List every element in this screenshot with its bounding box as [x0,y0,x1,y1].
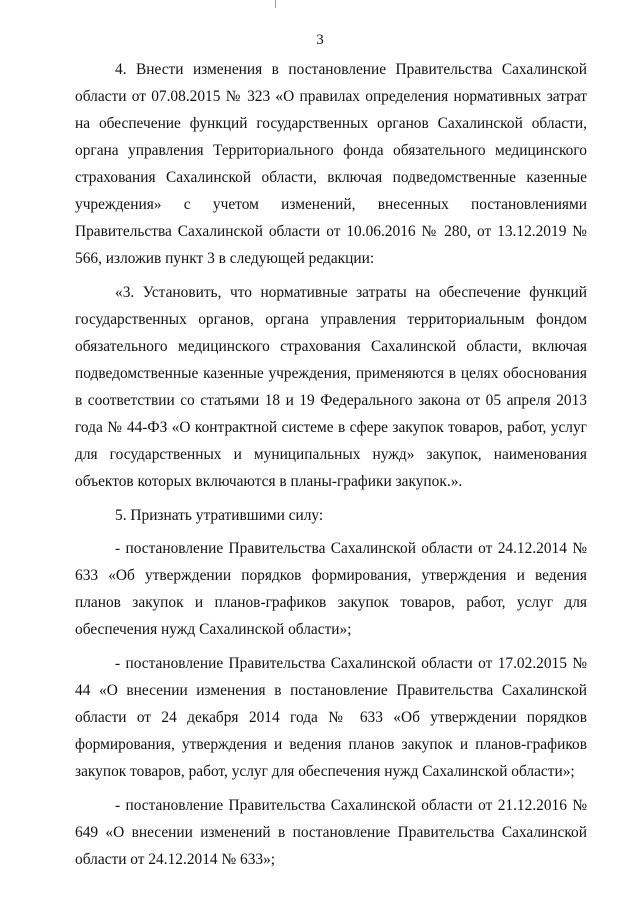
page-number: 3 [316,32,324,48]
paragraph-item-4-quote: «3. Установить, что нормативные затраты на обеспечение функций государственных органов, органа управления территориальным фондом обязательного медицинского страхования Сахалинской области, включая подведомственные казенные учреждения, применяются в целях обоснования в соответствии со статьями 18 и 19 Федерального закона от 05 апреля 2013 года № 44-ФЗ «О контрактной системе в сфере закупок товаров, работ, услуг для государственных и муниципальных нужд» закупок, наименования объектов которых включаются в планы-графики закупок.». [75,284,587,490]
paragraph-item-5: 5. Признать утратившими силу: [115,507,324,524]
document-body [75,56,587,880]
paragraph-item-4: 4. Внести изменения в постановление Правительства Сахалинской области от 07.08.2015 № 323 «О правилах определения нормативных затрат на обеспечение функций государственных органов Сахалинской области, органа управления Территориального фонда обязательного медицинского страхования Сахалинской области, включая подведомственные казенные учреждения» с учетом изменений, внесенных постановлениями Правительства Сахалинской области от 10.06.2016 № 280, от 13.12.2019 № 566, изложив пункт 3 в следующей редакции: [75,61,587,267]
paragraph-item-5-repeal-b: - постановление Правительства Сахалинской области от 17.02.2015 № 44 «О внесении изменения в постановление Правительства Сахалинской области от 24 декабря 2014 года № 633 «Об утверждении порядков формирования, утверждения и ведения планов закупок и планов-графиков закупок товаров, работ, услуг для обеспечения нужд Сахалинской области»; [75,655,587,780]
paragraph-item-5-repeal-a: - постановление Правительства Сахалинской области от 24.12.2014 № 633 «Об утверждении порядков формирования, утверждения и ведения планов закупок и планов-графиков закупок товаров, работ, услуг для обеспечения нужд Сахалинской области»; [75,540,587,638]
scan-edge-mark [275,0,276,8]
paragraph-item-5-repeal-c: - постановление Правительства Сахалинской области от 21.12.2016 № 649 «О внесении изменений в постановление Правительства Сахалинской области от 24.12.2014 № 633»; [75,797,587,868]
